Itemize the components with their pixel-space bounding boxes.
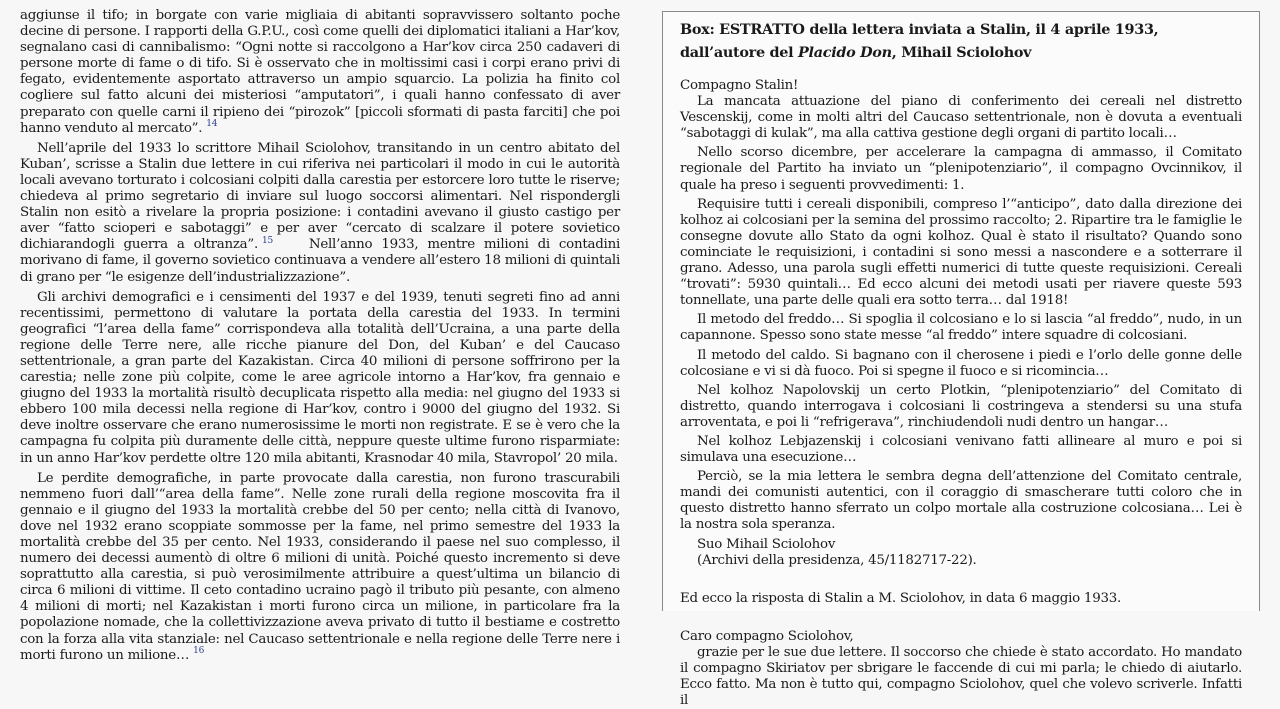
- letter-paragraph: Nello scorso dicembre, per accelerare la campagna di ammasso, il Comitato regionale del Partito ha inviato un “plenipotenziario”, il compagno Ovcinnikov, il quale ha preso i seguenti provvedimenti: 1.: [680, 145, 1242, 193]
- footnote-ref-16[interactable]: 16: [193, 646, 205, 657]
- letter-signature: Suo Mihail Sciolohov: [697, 536, 836, 552]
- reply-intro: Ed ecco la risposta di Stalin a M. Sciolohov, in data 6 maggio 1933.: [680, 590, 1122, 606]
- paragraph: Le perdite demografiche, in parte provocate dalla carestia, non furono trascurabili nemmeno fuori dall’“area della fame”. Nelle zone rurali della regione moscovita fra il gennaio e il giugno del 1933 la mortalità crebbe del 50 per cento; nella città di Ivanovo, dove nel 1932 erano scoppiate sommosse per la fame, nel primo semestre del 1933 la mortalità crebbe del 35 per cento. Nel 1933, considerando il paese nel suo complesso, il numero dei decessi aumentò di oltre 6 milioni di unità. Poiché questo incremento si deve soprattutto alla carestia, si può verosimilmente attribuire a quest’ultima un bilancio di circa 6 milioni di vittime. Il ceto contadino ucraino pagò il tributo più pesante, con almeno 4 milioni di morti; nel Kazakistan i morti furono circa un milione, in particolare fra la popolazione nomade, che la collettivizzazione aveva privato di tutto il bestiame e costretto con la forza alla vita stanziale: nel Caucaso settentrionale e nella regione delle Terre nere i morti furono un milione… $^{16}$: [20, 470, 620, 663]
- paragraph: aggiunse il tifo; in borgate con varie migliaia di abitanti sopravvissero soltanto poche decine di persone. I rapporti della G.P.U., così come quelli dei diplomatici italiani a Har’kov, segnalano casi di cannibalismo: “Ogni notte si raccolgono a Har’kov circa 250 cadaveri di persone morte di fame o di tifo. Si è osservato che in moltissimi casi i corpi erano privi di fegato, evidentemente asportato attraverso un ampio squarcio. La polizia ha finito col cogliere sul fatto alcuni dei misteriosi “amputatori”, i quali hanno confessato di aver preparato con quelle carni il ripieno dei “pirozok” [piccoli sformati di pasta farciti] che poi hanno venduto al mercato”. $^{14}$: [20, 8, 620, 136]
- letter-paragraph: Il metodo del caldo. Si bagnano con il cherosene i piedi e l’orlo delle gonne delle colcosiane e vi si dà fuoco. Poi si spegne il fuoco e si ricomincia…: [680, 347, 1242, 379]
- letter-paragraph: Requisire tutti i cereali disponibili, compreso l’“anticipo”, dato dalla direzione dei kolhoz ai colcosiani per la semina del prossimo raccolto; 2. Ripartire tra le famiglie le consegne dovute allo Stato da ogni kolhoz. Qual è stato il risultato? Quando sono cominciate le requisizioni, i contadini si sono messi a nascondere e a sotterrare il grano. Adesso, una parola sugli effetti numerici di tutte queste requisizioni. Cereali “trovati”: 5930 quintali… Ed ecco alcuni dei metodi usati per riavere queste 593 tonnellate, una parte delle quali era sotto terra… dal 1918!: [680, 196, 1242, 309]
- main-text-column: [20, 8, 620, 668]
- letter-paragraph: La mancata attuazione del piano di conferimento dei cereali nel distretto Vescenskij, come in molti altri del Caucaso settentrionale, non è dovuta a eventuali “sabotaggi di kulak”, ma alla cattiva gestione degli organi di partito locali…: [680, 94, 1242, 142]
- letter-salutation: Compagno Stalin!: [680, 78, 799, 93]
- reply-salutation: Caro compagno Sciolohov,: [680, 628, 854, 644]
- letter-excerpt-box: [662, 11, 1260, 709]
- paragraph: Nell’aprile del 1933 lo scrittore Mihail Sciolohov, transitando in un centro abitato del Kuban’, scrisse a Stalin due lettere in cui riferiva nei particolari il modo in cui le autorità locali avevano torturato i colcosiani colpiti dalla carestia per estorcere loro tutte le riserve; chiedeva al primo segretario di inviare sul luogo soccorsi alimentari. Nel rispondergli Stalin non esitò a rivelare la propria posizione: i contadini avevano il giusto castigo per aver “fatto scioperi e sabotaggi” e per aver “cercato di scalzare il potere sovietico dichiarandogli guerra a oltranza”. $^{15}$ Nell’anno 1933, mentre milioni di contadini morivano di fame, il governo sovietico continuava a vendere all’estero 18 milioni di quintali di grano per “le esigenze dell’industrializzazione”.: [20, 140, 620, 285]
- footnote-ref-14[interactable]: 14: [206, 119, 218, 130]
- letter-source: (Archivi della presidenza, 45/1182717-22).: [697, 552, 977, 568]
- footnote-ref-15[interactable]: 15: [261, 235, 273, 246]
- letter-paragraph: Perciò, se la mia lettera le sembra degna dell’attenzione del Comitato centrale, mandi dei comunisti autentici, con il coraggio di smascherare tutti coloro che in questo distretto hanno sferrato un colpo mortale alla costruzione colcosiana… Lei è la nostra sola speranza.: [680, 469, 1242, 533]
- reply-paragraph: grazie per le sue due lettere. Il soccorso che chiede è stato accordato. Ho mandato il compagno Skiriatov per sbrigare le faccende di cui mi parla; le chiedo di aiutarlo. Ecco fatto. Ma non è tutto qui, compagno Sciolohov, quel che volevo scriverle. Infatti il: [680, 644, 1242, 709]
- paragraph: Gli archivi demografici e i censimenti del 1937 e del 1939, tenuti segreti fino ad anni recentissimi, permettono di valutare la portata della carestia del 1933. In termini geografici “l’area della fame” corrispondeva alla totalità dell’Ucraina, a una parte della regione delle Terre nere, alle ricche pianure del Don, del Kuban’ e del Caucaso settentrionale, a gran parte del Kazakistan. Circa 40 milioni di persone soffrirono per la carestia; nelle zone più colpite, come le aree agricole intorno a Har’kov, fra gennaio e giugno del 1933 la mortalità risultò decuplicata rispetto alla media: nel giugno del 1933 si ebbero 100 mila decessi nella regione di Har’kov, contro i 9000 del giugno del 1932. Si deve inoltre osservare che erano numerosissime le morti non registrate. E se è vero che la campagna fu colpita più duramente delle città, neppure queste ultime furono risparmiate: in un anno Har’kov perdette oltre 120 mila abitanti, Krasnodar 40 mila, Stavropol’ 20 mila.: [20, 289, 620, 466]
- letter-paragraph: Nel kolhoz Napolovskij un certo Plotkin, “plenipotenziario” del Comitato di distretto, quando interrogava i colcosiani li costringeva a stendersi su una stufa arroventata, e poi li “refrigerava”, rinchiudendoli nudi dentro un hangar…: [680, 382, 1242, 430]
- letter-paragraph: Il metodo del freddo… Si spoglia il colcosiano e lo si lascia “al freddo”, nudo, in un capannone. Spesso sono state messe “al freddo” intere squadre di colcosiani.: [680, 312, 1242, 344]
- box-title: Box: ESTRATTO della lettera inviata a Stalin, il 4 aprile 1933, dall’autore del Placido Don, Mihail Sciolohov: [680, 21, 1159, 61]
- letter-paragraph: Nel kolhoz Lebjazenskij i colcosiani venivano fatti allineare al muro e poi si simulava una esecuzione…: [680, 433, 1242, 466]
